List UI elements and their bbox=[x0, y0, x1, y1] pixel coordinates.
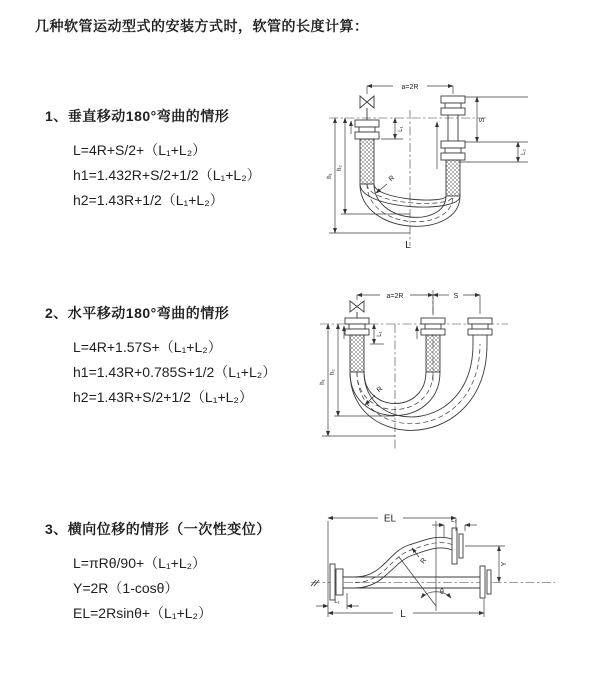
section-2-formula-h2: h2=1.43R+S/2+1/2（L₁+L₂） bbox=[73, 389, 253, 405]
dim-label-s: S bbox=[453, 293, 459, 300]
dim-label-h2: h₂ bbox=[330, 369, 336, 375]
d1-dimension-a2r bbox=[367, 84, 453, 94]
dim-label-s: S bbox=[479, 117, 486, 123]
d3-left-flange bbox=[330, 564, 343, 600]
dim-label-l1: L₁ bbox=[334, 599, 340, 605]
page-title: 几种软管运动型式的安装方式时，软管的长度计算： bbox=[35, 18, 369, 34]
braided-hose-hatch bbox=[446, 160, 460, 196]
dim-label-el: EL bbox=[383, 513, 397, 525]
radius-label: R bbox=[387, 174, 397, 184]
dim-label-l1: L₁ bbox=[398, 126, 404, 132]
d1-dimension-s bbox=[465, 97, 528, 142]
section-1-formula-h2: h2=1.43R+1/2（L₁+L₂） bbox=[73, 192, 224, 208]
dim-label-h1: h₁ bbox=[327, 173, 333, 179]
d3-dimension-l bbox=[328, 599, 484, 620]
braided-hose-hatch bbox=[350, 335, 364, 372]
d3-angle-theta bbox=[399, 521, 451, 611]
section-3-heading: 3、横向位移的情形（一次性变位） bbox=[45, 521, 271, 537]
section-3-formula-el: EL=2Rsinθ+（L₁+L₂） bbox=[73, 605, 212, 621]
d1-radius-callout bbox=[376, 175, 396, 193]
d2-dimension-s bbox=[433, 293, 480, 314]
d1-dimension-l2 bbox=[460, 142, 528, 162]
diagram-horizontal-180-bend bbox=[308, 284, 558, 462]
section-2-formula-l: L=4R+1.57S+（L₁+L₂） bbox=[73, 339, 222, 355]
d2-fixed-pipe bbox=[345, 301, 369, 372]
diagram-lateral-displacement bbox=[303, 501, 565, 645]
section-1-formula-h1: h1=1.432R+S/2+1/2（L₁+L₂） bbox=[73, 167, 261, 183]
d1-dimension-l1 bbox=[381, 118, 404, 139]
section-2-formula-h1: h1=1.43R+0.785S+1/2（L₁+L₂） bbox=[73, 364, 277, 380]
d2-moving-pipe-position-1 bbox=[421, 318, 445, 372]
dim-label-h2: h₂ bbox=[337, 165, 343, 171]
dim-label-a2r: a=2R bbox=[386, 293, 404, 300]
dim-label-l2: L₂ bbox=[521, 149, 527, 155]
dim-label-l1: L₁ bbox=[377, 331, 383, 337]
dim-label-l2: L₂ bbox=[451, 518, 457, 524]
braided-hose-hatch bbox=[426, 335, 440, 372]
d3-ghost-straight-hose bbox=[343, 566, 491, 598]
section-3 bbox=[45, 519, 271, 626]
section-2-heading: 2、水平移动180°弯曲的情形 bbox=[45, 305, 230, 321]
diagram-vertical-180-bend bbox=[313, 76, 557, 252]
d3-top-flange bbox=[452, 528, 463, 564]
section-2 bbox=[45, 303, 276, 410]
section-1-formula-l: L=4R+S/2+（L₁+L₂） bbox=[73, 142, 207, 158]
angle-label-theta: θ bbox=[440, 589, 444, 596]
dim-label-l: L bbox=[400, 609, 406, 620]
radius-label: R bbox=[375, 385, 385, 395]
d2-dimension-a2r bbox=[357, 293, 433, 314]
length-label: L bbox=[405, 240, 411, 251]
d3-centerline bbox=[311, 580, 555, 586]
braided-hose-hatch bbox=[360, 139, 374, 184]
dim-label-y: Y bbox=[501, 561, 508, 567]
valve-icon bbox=[360, 96, 374, 108]
dim-label-a2r: a=2R bbox=[401, 84, 419, 91]
radius-label: R bbox=[419, 556, 429, 566]
valve-icon bbox=[350, 301, 364, 312]
d2-hose-curves bbox=[350, 344, 487, 430]
section-1-heading: 1、垂直移动180°弯曲的情形 bbox=[45, 108, 230, 124]
section-1 bbox=[45, 106, 261, 213]
d1-fixed-pipe bbox=[355, 96, 379, 184]
d2-moving-pipe-position-2 bbox=[468, 318, 492, 344]
dim-label-h1: h₁ bbox=[320, 379, 326, 385]
d2-dimension-l1 bbox=[370, 324, 384, 344]
section-3-formula-l: L=πRθ/90+（L₁+L₂） bbox=[73, 555, 207, 571]
section-3-formula-y: Y=2R（1-cosθ） bbox=[73, 580, 179, 596]
